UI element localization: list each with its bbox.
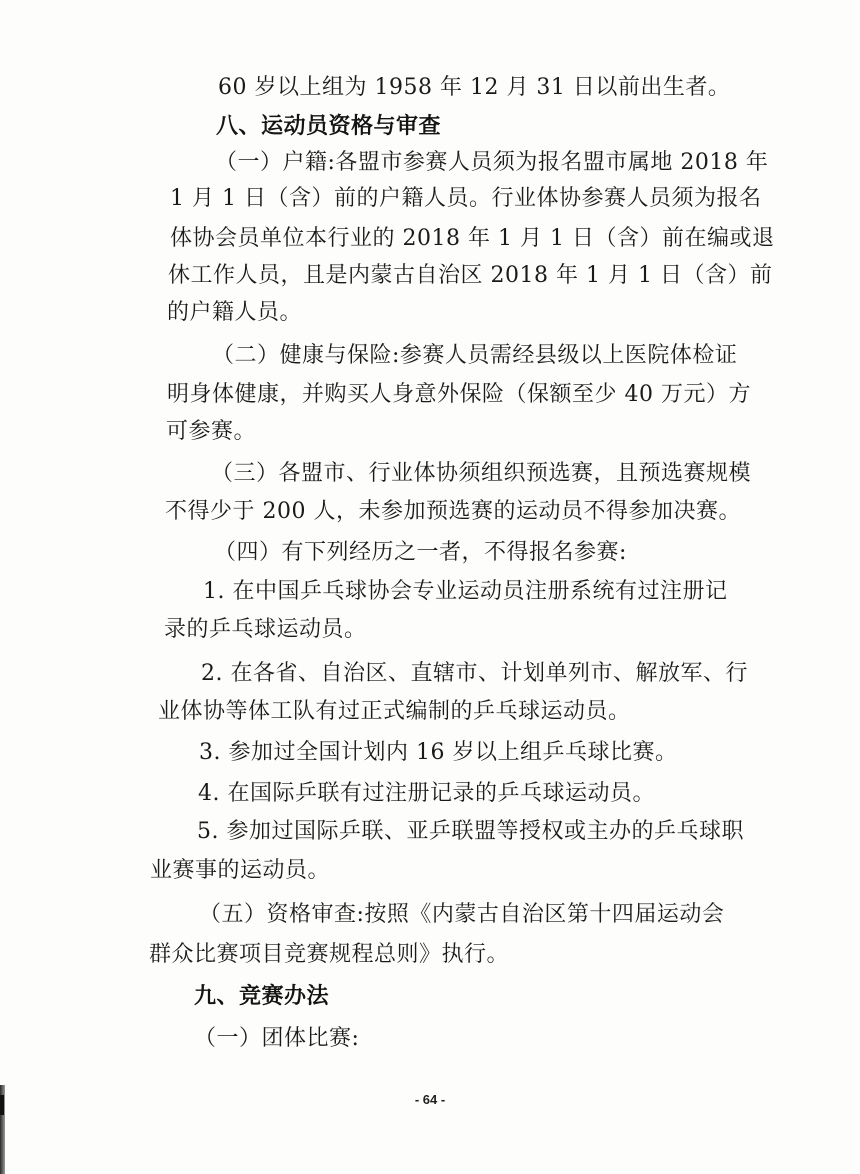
page-number: - 64 - (414, 1092, 446, 1107)
body-line: （一）团体比赛: (194, 1026, 360, 1051)
body-line: 1. 在中国乒乓球协会专业运动员注册系统有过注册记 (203, 579, 728, 604)
body-line: 的户籍人员。 (167, 300, 303, 325)
body-line: 业赛事的运动员。 (150, 858, 331, 883)
body-line: 60 岁以上组为 1958 年 12 月 31 日以前出生者。 (218, 75, 731, 100)
body-line: 可参赛。 (166, 419, 257, 444)
body-line: （一）户籍:各盟市参赛人员须为报名盟市属地 2018 年 (215, 150, 769, 175)
body-line: 1 月 1 日（含）前的户籍人员。行业体协参赛人员须为报名 (170, 186, 762, 211)
body-line: 录的乒乓球运动员。 (164, 617, 367, 642)
body-line: 体协会员单位本行业的 2018 年 1 月 1 日（含）前在编或退 (170, 226, 775, 251)
section-heading-competition: 九、竞赛办法 (194, 984, 330, 1009)
body-line: 业体协等体工队有过正式编制的乒乓球运动员。 (158, 699, 631, 724)
body-line: 5. 参加过国际乒联、亚乒联盟等授权或主办的乒乓球职 (197, 819, 744, 844)
section-heading-eligibility: 八、运动员资格与审查 (216, 114, 442, 139)
body-line: 群众比赛项目竞赛规程总则》执行。 (149, 942, 510, 967)
body-line: （三）各盟市、行业体协须组织预选赛，且预选赛规模 (211, 461, 752, 486)
body-line: 2. 在各省、自治区、直辖市、计划单列市、解放军、行 (201, 661, 748, 686)
body-line: 4. 在国际乒联有过注册记录的乒乓球运动员。 (198, 781, 655, 806)
body-line: （四）有下列经历之一者，不得报名参赛: (214, 540, 627, 565)
body-line: 不得少于 200 人，未参加预选赛的运动员不得参加决赛。 (165, 499, 741, 524)
body-line: 明身体健康，并购买人身意外保险（保额至少 40 万元）方 (167, 382, 751, 407)
body-line: 休工作人员，且是内蒙古自治区 2018 年 1 月 1 日（含）前 (168, 263, 773, 288)
scan-edge-mark (0, 1095, 4, 1115)
body-line: 3. 参加过全国计划内 16 岁以上组乒乓球比赛。 (199, 740, 678, 765)
body-line: （五）资格审查:按照《内蒙古自治区第十四届运动会 (199, 902, 725, 927)
body-line: （二）健康与保险:参赛人员需经县级以上医院体检证 (212, 343, 738, 368)
